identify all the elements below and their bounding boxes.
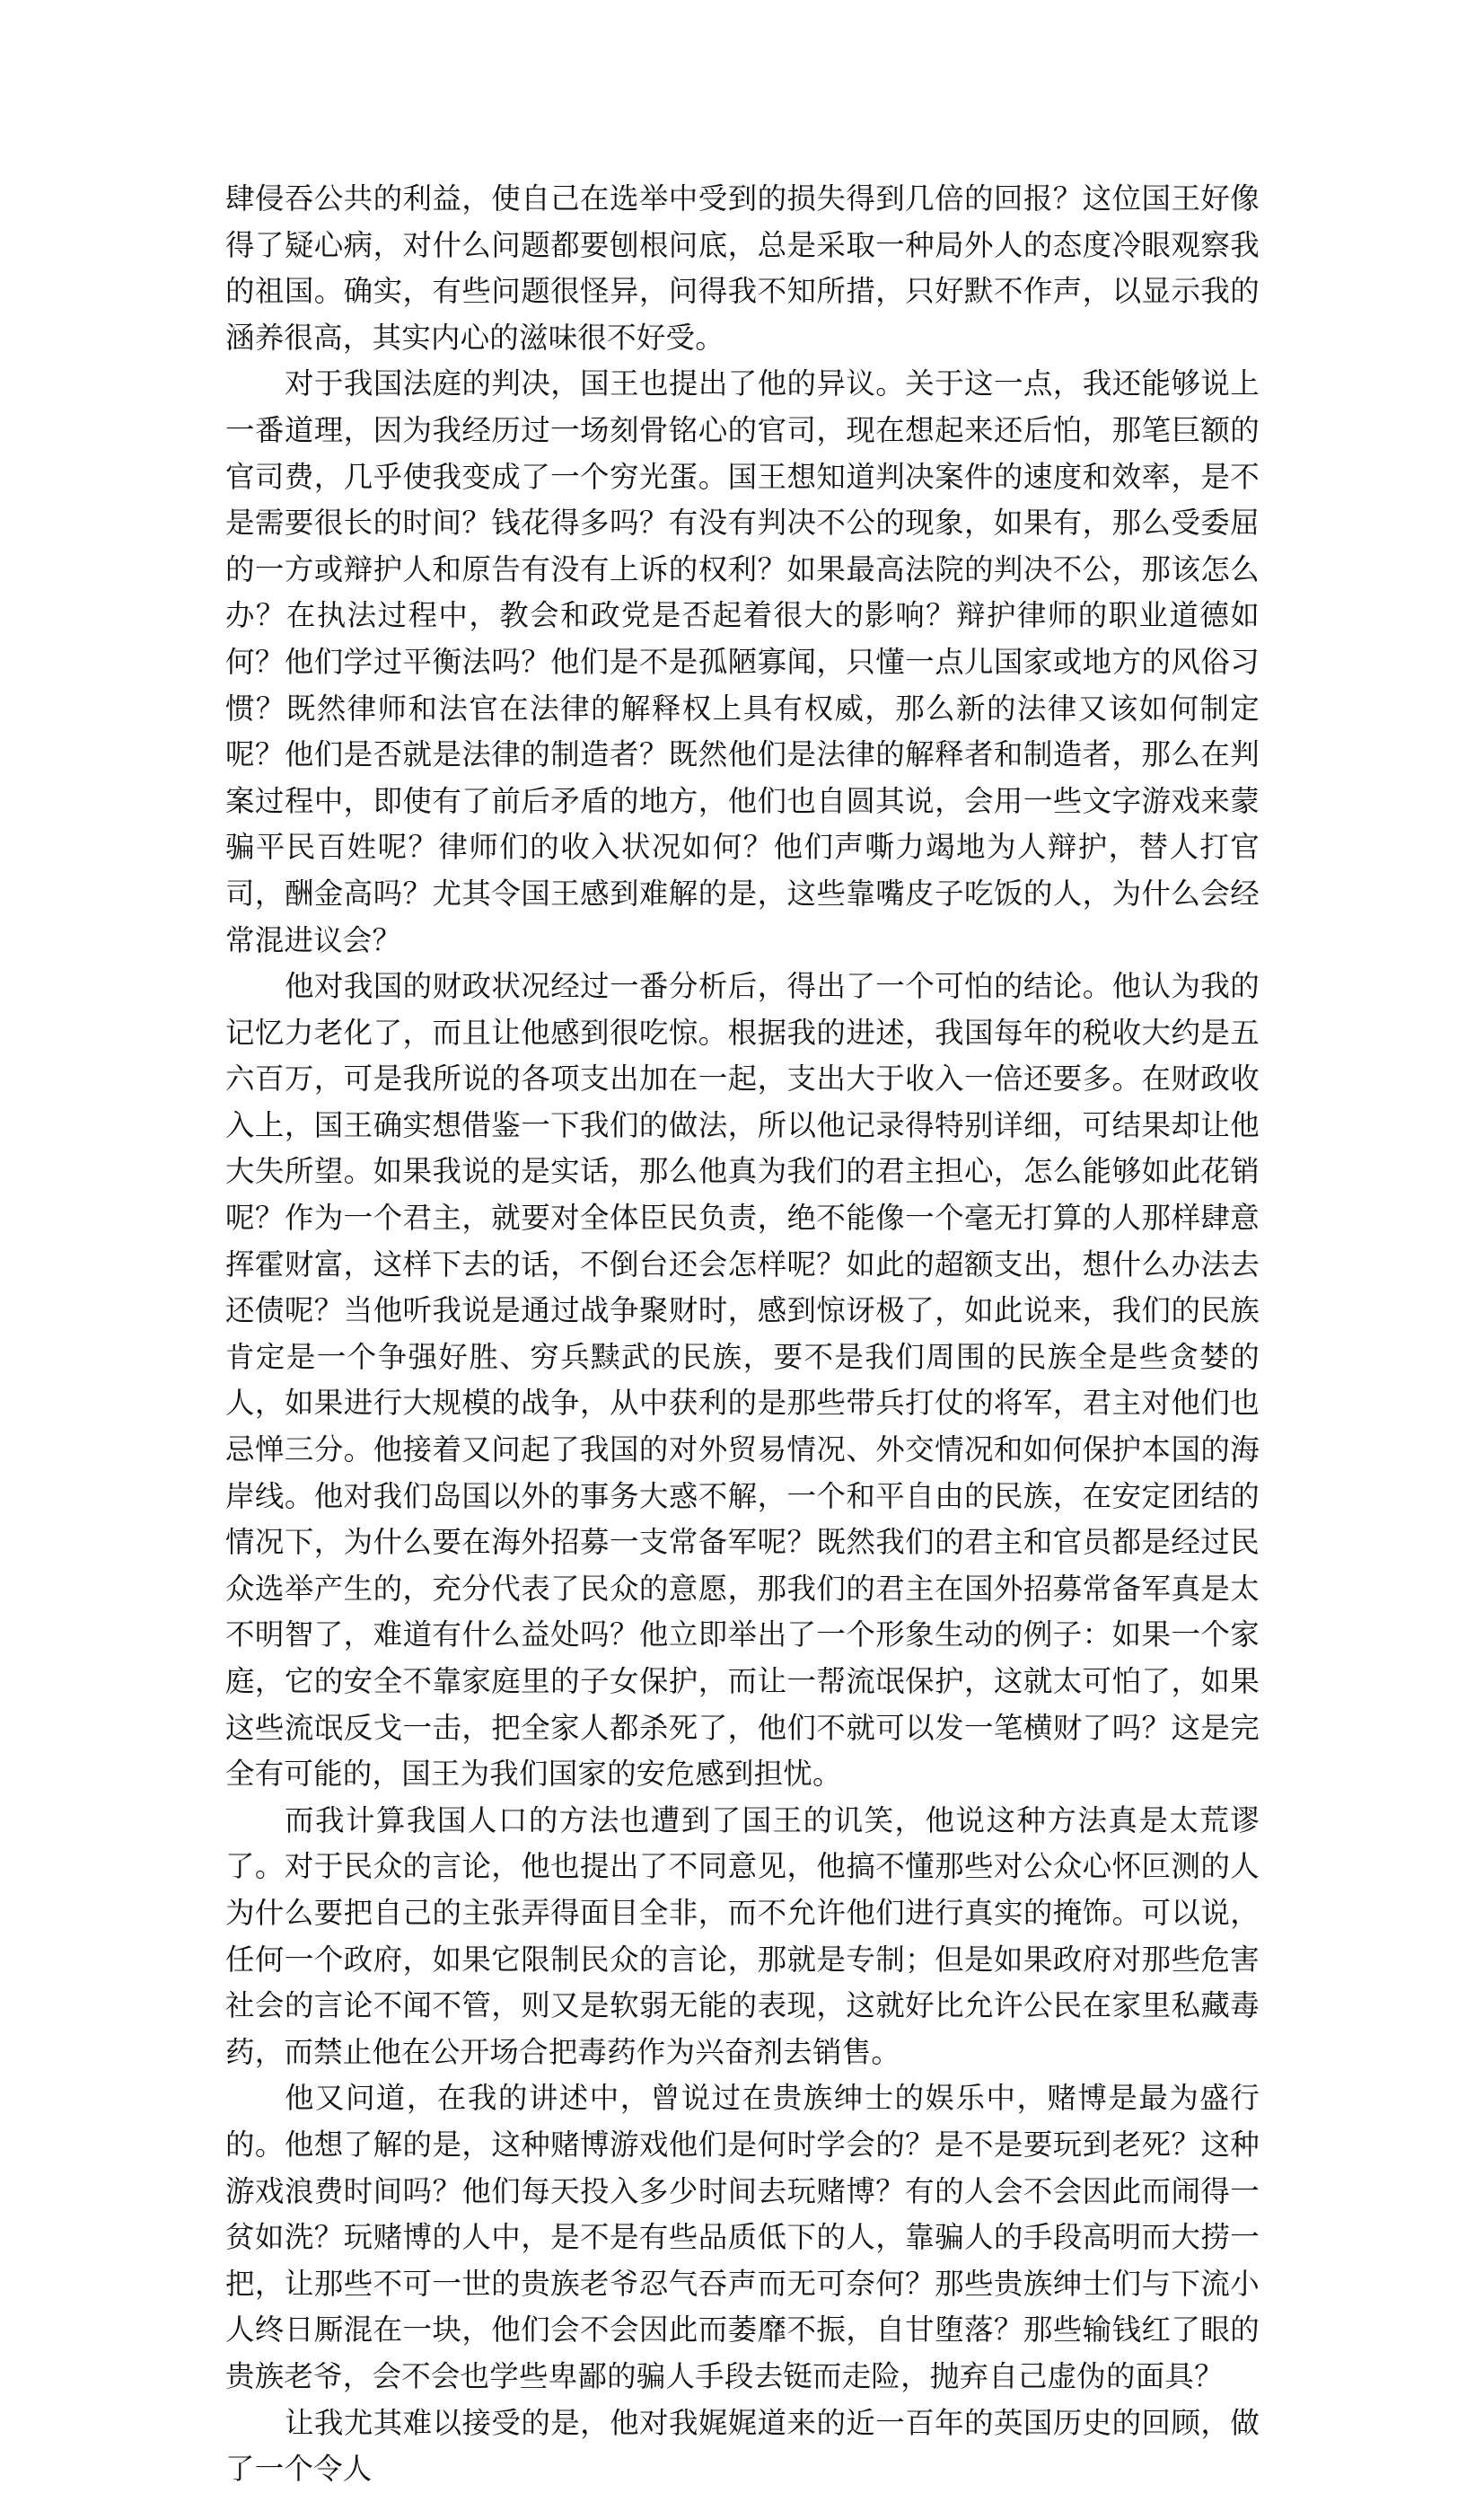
paragraph-2: 对于我国法庭的判决，国王也提出了他的异议。关于这一点，我还能够说上一番道理，因为我经历过一场刻骨铭心的官司，现在想起来还后怕，那笔巨额的官司费，几乎使我变成了一个穷光蛋。国王想知道判决案件的速度和效率，是不是需要很长的时间？钱花得多吗？有没有判决不公的现象，如果有，那么受委屈的一方或辩护人和原告有没有上诉的权利？如果最高法院的判决不公，那该怎么办？在执法过程中，教会和政党是否起着很大的影响？辩护律师的职业道德如何？他们学过平衡法吗？他们是不是孤陋寡闻，只懂一点儿国家或地方的风俗习惯？既然律师和法官在法律的解释权上具有权威，那么新的法律又该如何制定呢？他们是否就是法律的制造者？既然他们是法律的解释者和制造者，那么在判案过程中，即使有了前后矛盾的地方，他们也自圆其说，会用一些文字游戏来蒙骗平民百姓呢？律师们的收入状况如何？他们声嘶力竭地为人辩护，替人打官司，酬金高吗？尤其令国王感到难解的是，这些靠嘴皮子吃饭的人，为什么会经常混进议会？: [225, 366, 1260, 957]
paragraph-4: 而我计算我国人口的方法也遭到了国王的讥笑，他说这种方法真是太荒谬了。对于民众的言论，他也提出了不同意见，他搞不懂那些对公众心怀叵测的人为什么要把自己的主张弄得面目全非，而不允许他们进行真实的掩饰。可以说，任何一个政府，如果它限制民众的言论，那就是专制；但是如果政府对那些危害社会的言论不闻不管，则又是软弱无能的表现，这就好比允许公民在家里私藏毒药，而禁止他在公开场合把毒药作为兴奋剂去销售。: [225, 1802, 1260, 2069]
paragraph-6: 让我尤其难以接受的是，他对我娓娓道来的近一百年的英国历史的回顾，做了一个令人: [225, 2405, 1260, 2487]
document-page: [225, 176, 1260, 2493]
paragraph-1: 肆侵吞公共的利益，使自己在选举中受到的损失得到几倍的回报？这位国王好像得了疑心病，对什么问题都要刨根问底，总是采取一种局外人的态度冷眼观察我的祖国。确实，有些问题很怪异，问得我不知所措，只好默不作声，以显示我的涵养很高，其实内心的滋味很不好受。: [225, 181, 1260, 355]
paragraph-3: 他对我国的财政状况经过一番分析后，得出了一个可怕的结论。他认为我的记忆力老化了，而且让他感到很吃惊。根据我的进述，我国每年的税收大约是五六百万，可是我所说的各项支出加在一起，支出大于收入一倍还要多。在财政收入上，国王确实想借鉴一下我们的做法，所以他记录得特别详细，可结果却让他大失所望。如果我说的是实话，那么他真为我们的君主担心，怎么能够如此花销呢？作为一个君主，就要对全体臣民负责，绝不能像一个毫无打算的人那样肆意挥霍财富，这样下去的话，不倒台还会怎样呢？如此的超额支出，想什么办法去还债呢？当他听我说是通过战争聚财时，感到惊讶极了，如此说来，我们的民族肯定是一个争强好胜、穷兵黩武的民族，要不是我们周围的民族全是些贪婪的人，如果进行大规模的战争，从中获利的是那些带兵打仗的将军，君主对他们也忌惮三分。他接着又问起了我国的对外贸易情况、外交情况和如何保护本国的海岸线。他对我们岛国以外的事务大惑不解，一个和平自由的民族，在安定团结的情况下，为什么要在海外招募一支常备军呢？既然我们的君主和官员都是经过民众选举产生的，充分代表了民众的意愿，那我们的君主在国外招募常备军真是太不明智了，难道有什么益处吗？他立即举出了一个形象生动的例子：如果一个家庭，它的安全不靠家庭里的子女保护，而让一帮流氓保护，这就太可怕了，如果这些流氓反戈一击，把全家人都杀死了，他们不就可以发一笔横财了吗？这是完全有可能的，国王为我们国家的安危感到担忧。: [225, 969, 1260, 1792]
paragraph-5: 他又问道，在我的讲述中，曾说过在贵族绅士的娱乐中，赌博是最为盛行的。他想了解的是，这种赌博游戏他们是何时学会的？是不是要玩到老死？这种游戏浪费时间吗？他们每天投入多少时间去玩赌博？有的人会不会因此而闹得一贫如洗？玩赌博的人中，是不是有些品质低下的人，靠骗人的手段高明而大捞一把，让那些不可一世的贵族老爷忍气吞声而无可奈何？那些贵族绅士们与下流小人终日厮混在一块，他们会不会因此而萎靡不振，自甘堕落？那些输钱红了眼的贵族老爷，会不会也学些卑鄙的骗人手段去铤而走险，抛弃自己虚伪的面具？: [225, 2081, 1260, 2393]
